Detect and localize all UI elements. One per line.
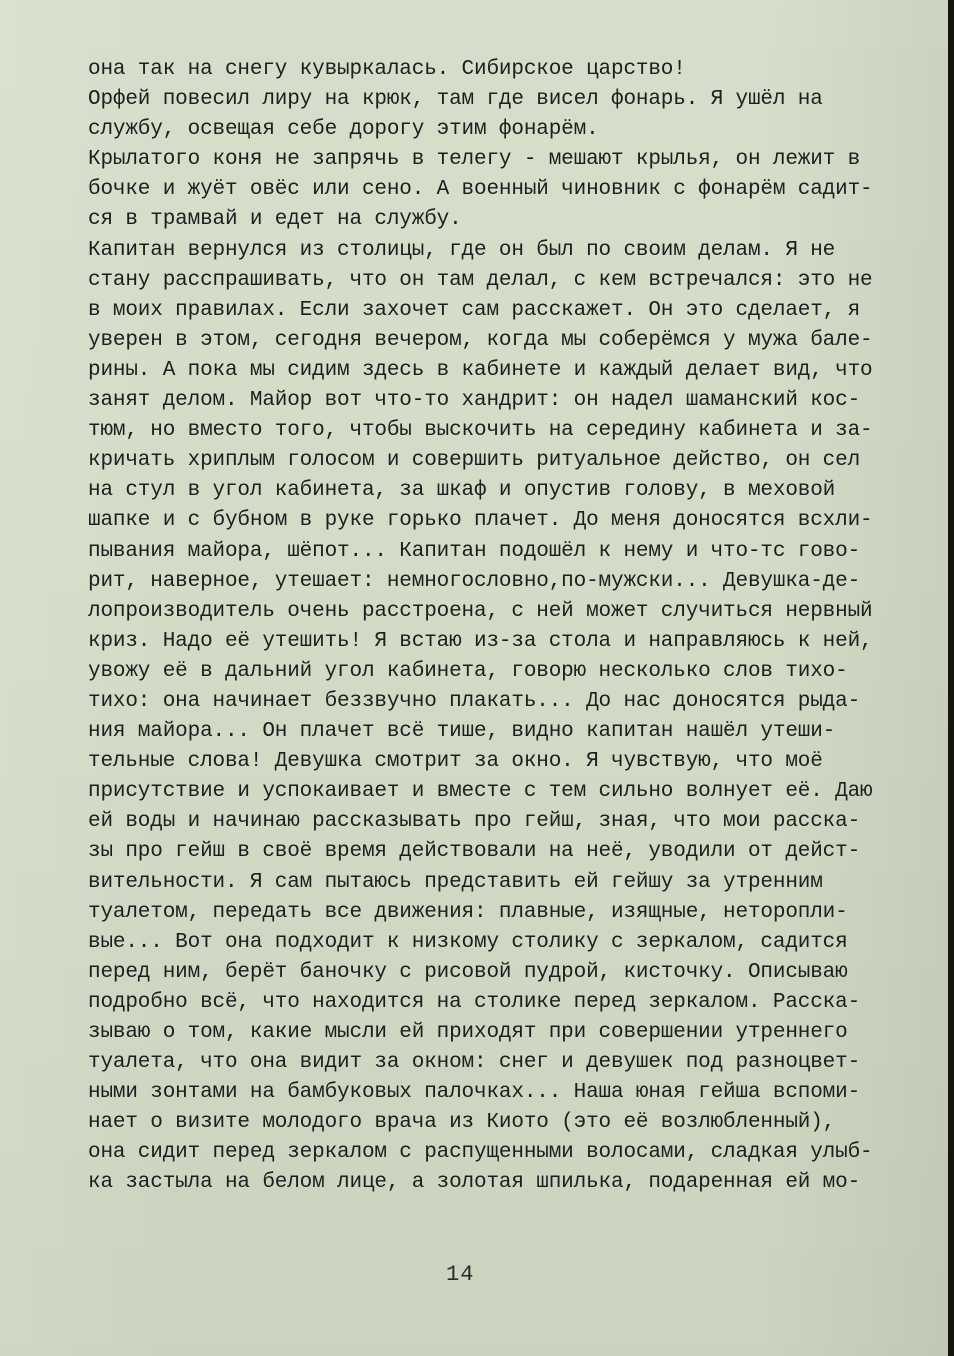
text-line: шапке и с бубном в руке горько плачет. До меня доносятся всхли- — [88, 509, 873, 533]
text-line: занят делом. Майор вот что-то хандрит: он надел шаманский кос- — [88, 389, 861, 413]
text-line: зываю о том, какие мысли ей приходят при совершении утреннего — [88, 1021, 848, 1044]
text-line: тихо: она начинает беззвучно плакать... До нас доносятся рыда- — [88, 689, 861, 713]
text-line: Крылатого коня не запрячь в телегу - мешают крылья, он лежит в — [88, 148, 861, 172]
text-line: тельные слова! Девушка смотрит за окно. Я чувствую, что моё — [88, 750, 823, 774]
text-line: зы про гейш в своё время действовали на неё, уводили от дейст- — [88, 840, 861, 864]
text-line: стану расспрашивать, что он там делал, с кем встречался: это не — [88, 268, 873, 292]
scan-edge — [948, 0, 954, 1356]
page-body-text — [88, 55, 888, 1199]
text-line: службу, освещая себе дорогу этим фонарём. — [88, 118, 599, 142]
text-line: туалетом, передать все движения: плавные, изящные, неторопли- — [88, 900, 848, 924]
text-line: лопроизводитель очень расстроена, с ней может случиться нервный — [88, 599, 873, 623]
text-line: пывания майора, шёпот... Капитан подошёл к нему и что-тс гово- — [88, 539, 861, 563]
text-line: кричать хриплым голосом и совершить ритуальное действо, он сел — [88, 449, 861, 473]
text-line: Орфей повесил лиру на крюк, там где висел фонарь. Я ушёл на — [88, 88, 823, 112]
text-line: бочке и жуёт овёс или сено. А военный чиновник с фонарём садит- — [88, 178, 873, 202]
page-number: 14 — [446, 1262, 475, 1287]
text-line: в моих правилах. Если захочет сам расскажет. Он это сделает, я — [88, 298, 861, 322]
text-line: она так на снегу кувыркалась. Сибирское царство! — [88, 58, 686, 81]
text-line: ка застыла на белом лице, а золотая шпилька, подаренная ей мо- — [88, 1171, 861, 1195]
text-line: подробно всё, что находится на столике перед зеркалом. Расска- — [88, 990, 861, 1014]
text-line: присутствие и успокаивает и вместе с тем сильно волнует её. Даю — [88, 780, 873, 804]
text-line: рины. А пока мы сидим здесь в кабинете и каждый делает вид, что — [88, 358, 873, 382]
text-line: Капитан вернулся из столицы, где он был по своим делам. Я не — [88, 238, 836, 262]
text-line: рит, наверное, утешает: немногословно,по-мужски... Девушка-де- — [88, 569, 861, 593]
text-line: она сидит перед зеркалом с распущенными волосами, сладкая улыб- — [88, 1141, 873, 1165]
text-line: туалета, что она видит за окном: снег и девушек под разноцвет- — [88, 1051, 861, 1075]
text-line: вительности. Я сам пытаюсь представить ей гейшу за утренним — [88, 870, 823, 894]
text-line: криз. Надо её утешить! Я встаю из-за стола и направляюсь к ней, — [88, 629, 873, 653]
text-line: ей воды и начинаю рассказывать про гейш, зная, что мои расска- — [88, 810, 861, 834]
text-line: вые... Вот она подходит к низкому столику с зеркалом, садится — [88, 930, 848, 954]
text-line: на стул в угол кабинета, за шкаф и опустив голову, в меховой — [88, 479, 836, 503]
text-line: нает о визите молодого врача из Киото (это её возлюбленный), — [88, 1111, 836, 1135]
text-line: увожу её в дальний угол кабинета, говорю несколько слов тихо- — [88, 659, 848, 683]
text-line: ными зонтами на бамбуковых палочках... Наша юная гейша вспоми- — [88, 1081, 861, 1105]
text-line: перед ним, берёт баночку с рисовой пудрой, кисточку. Описываю — [88, 960, 848, 984]
text-line: ния майора... Он плачет всё тише, видно капитан нашёл утеши- — [88, 720, 836, 744]
text-line: уверен в этом, сегодня вечером, когда мы соберёмся у мужа бале- — [88, 328, 873, 352]
text-line: тюм, но вместо того, чтобы выскочить на середину кабинета и за- — [88, 419, 873, 443]
text-line: ся в трамвай и едет на службу. — [88, 208, 462, 232]
